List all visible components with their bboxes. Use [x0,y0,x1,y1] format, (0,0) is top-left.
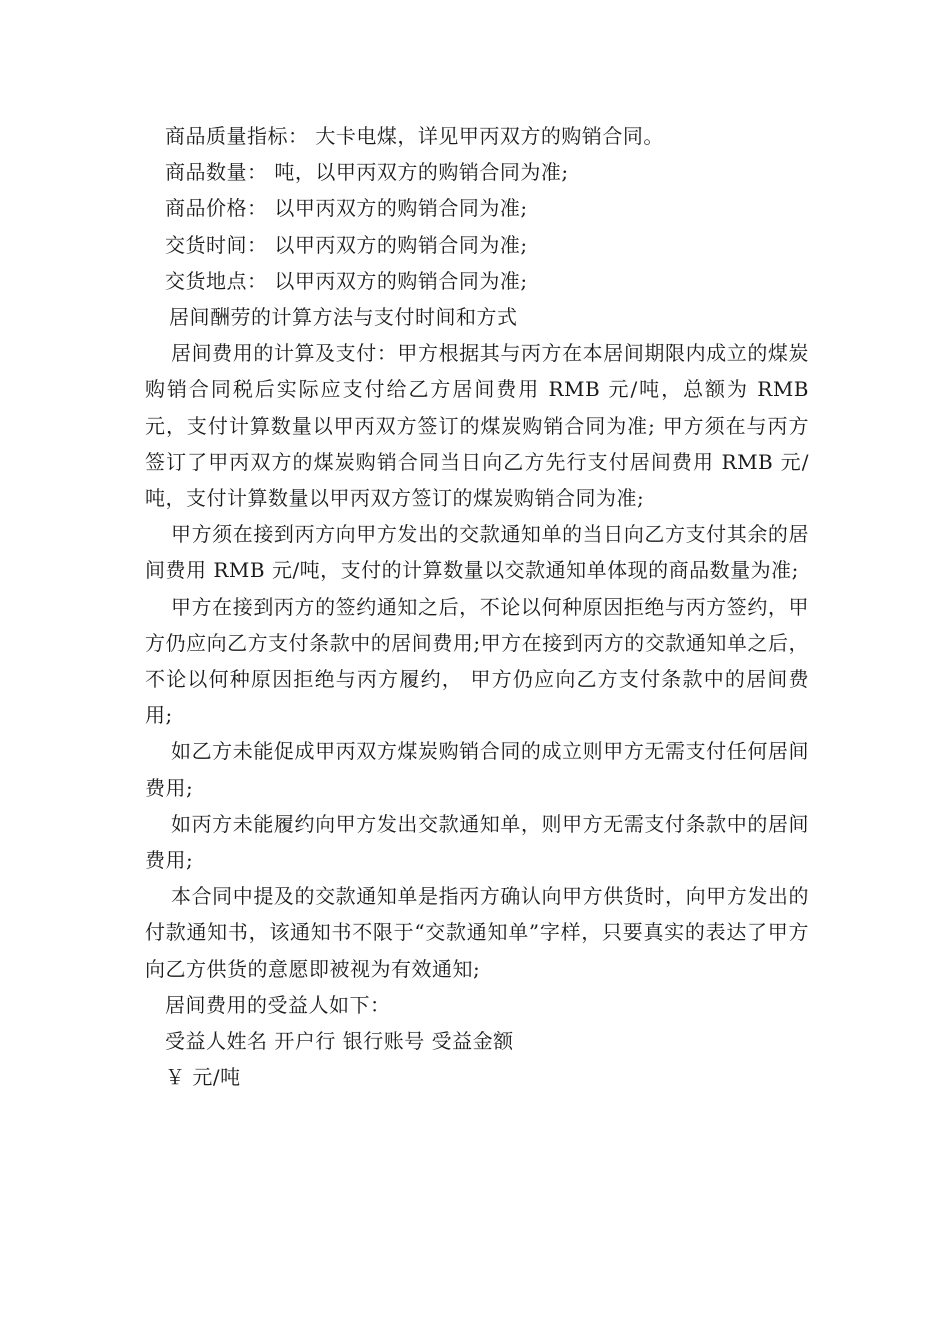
quantity-line: 商品数量： 吨，以甲丙双方的购销合同为准; [165,160,569,185]
no-fee-paragraph-1: 如乙方未能促成甲丙双方煤炭购销合同的成立则甲方无需支付任何居间费用; [145,739,809,800]
document-page [145,118,809,1095]
beneficiary-header-line: 受益人姓名 开户行 银行账号 受益金额 [165,1029,514,1054]
beneficiary-intro-line: 居间费用的受益人如下： [165,992,391,1017]
quality-line: 商品质量指标： 大卡电煤，详见甲丙双方的购销合同。 [165,124,664,148]
delivery-place-line: 交货地点： 以甲丙双方的购销合同为准; [165,268,528,293]
price-line: 商品价格： 以甲丙双方的购销合同为准; [165,196,528,221]
fee-calculation-paragraph: 居间费用的计算及支付：甲方根据其与丙方在本居间期限内成立的煤炭购销合同税后实际应支付给乙方居间费用 RMB 元/吨，总额为 RMB 元，支付计算数量以甲丙双方签订的煤炭购销合同为准; 甲方须在与丙方签订了甲丙双方的煤炭购销合同当日向乙方先行支付居间费用 RMB 元/吨，支付计算数量以甲丙双方签订的煤炭购销合同为准; [145,341,809,511]
remaining-fee-paragraph: 甲方须在接到丙方向甲方发出的交款通知单的当日向乙方支付其余的居间费用 RMB 元/吨，支付的计算数量以交款通知单体现的商品数量为准; [145,522,809,583]
section-heading: 居间酬劳的计算方法与支付时间和方式 [169,305,518,330]
amount-line: ￥ 元/吨 [165,1065,241,1090]
no-fee-paragraph-2: 如丙方未能履约向甲方发出交款通知单，则甲方无需支付条款中的居间费用; [145,811,809,873]
refusal-paragraph: 甲方在接到丙方的签约通知之后，不论以何种原因拒绝与丙方签约，甲方仍应向乙方支付条款中的居间费用;甲方在接到丙方的交款通知单之后，不论以何种原因拒绝与丙方履约， 甲方仍应向乙方支付条款中的居间费用; [145,594,809,728]
notice-definition-paragraph: 本合同中提及的交款通知单是指丙方确认向甲方供货时，向甲方发出的付款通知书，该通知书不限于“交款通知单”字样，只要真实的表达了甲方向乙方供货的意愿即被视为有效通知; [145,884,809,981]
delivery-time-line: 交货时间： 以甲丙双方的购销合同为准; [165,232,528,257]
